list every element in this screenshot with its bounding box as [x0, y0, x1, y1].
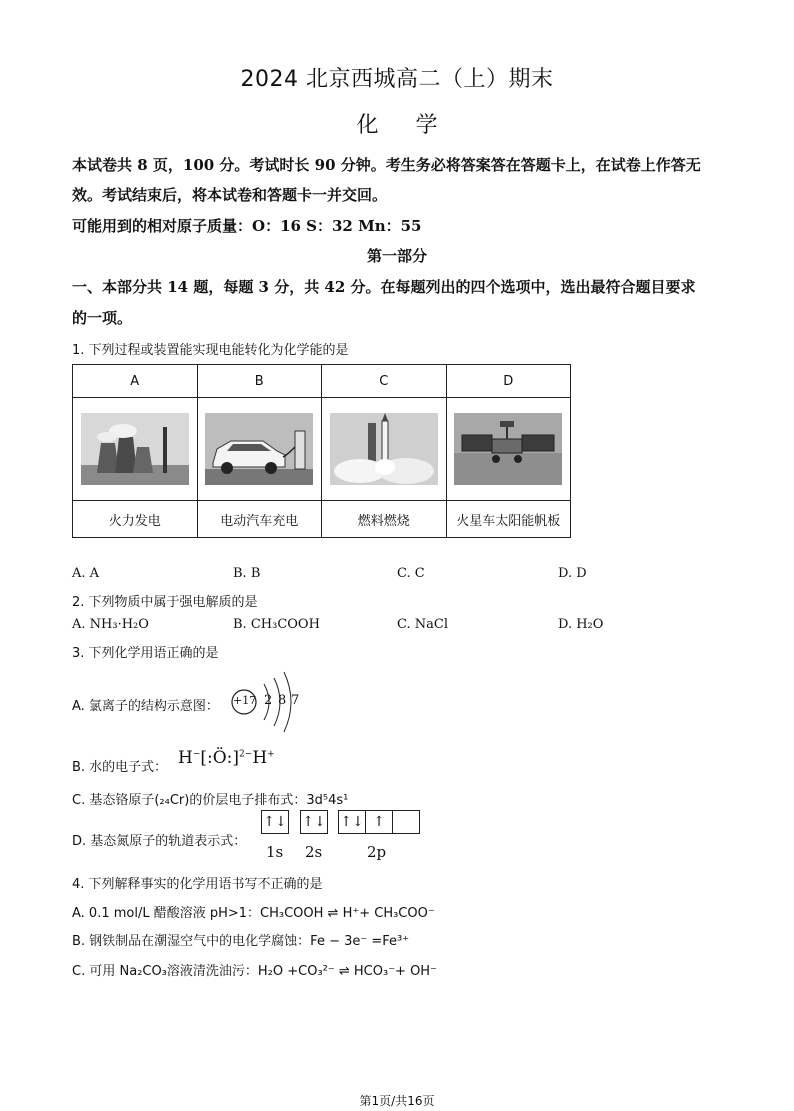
nucleus-charge: +17 — [233, 694, 257, 707]
exam-title: 2024 北京西城高二（上）期末 — [240, 67, 554, 92]
part-heading: 第一部分 — [366, 247, 427, 265]
q2-option-a[interactable]: A. NH₃·H₂O — [72, 617, 149, 632]
orbital-box-2p: ↑↓ ↑ — [338, 810, 420, 834]
q4-option-a[interactable]: A. 0.1 mol/L 醋酸溶液 pH>1：CH₃COOH ⇌ H⁺+ CH₃COO⁻ — [72, 906, 435, 921]
q1-option-table — [72, 364, 571, 538]
intro-line-2: 效。考试结束后，将本试卷和答题卡一并交回。 — [72, 186, 388, 204]
q1-caption-c: 燃料燃烧 — [322, 501, 447, 538]
shell-3-electrons: 7 — [291, 693, 300, 708]
orbital-label-2p: 2p — [367, 843, 387, 861]
rocket-launch-image — [330, 413, 438, 485]
orbital-label-2s: 2s — [305, 843, 323, 861]
q1-stem: 1. 下列过程或装置能实现电能转化为化学能的是 — [72, 343, 349, 358]
atomic-masses: 可能用到的相对原子质量：O：16 S：32 Mn：55 — [72, 217, 422, 235]
q1-header-a: A — [73, 365, 198, 398]
q1-option-b[interactable]: B. B — [233, 566, 261, 581]
intro-line-1: 本试卷共 8 页，100 分。考试时长 90 分钟。考生务必将答案答在答题卡上，在试卷上作答无 — [72, 156, 701, 174]
q3-option-c[interactable]: C. 基态铬原子(₂₄Cr)的价层电子排布式：3d⁵4s¹ — [72, 793, 349, 808]
q3-option-b-label[interactable]: B. 水的电子式： — [72, 760, 168, 775]
q4-option-b[interactable]: B. 钢铁制品在潮湿空气中的电化学腐蚀：Fe − 3e⁻ =Fe³⁺ — [72, 934, 410, 949]
water-electron-formula: H−[:Ö:]$^{2-}$H+ — [178, 748, 275, 768]
q3-stem: 3. 下列化学用语正确的是 — [72, 646, 219, 661]
electric-car-charging-image — [205, 413, 313, 485]
q1-header-d: D — [446, 365, 571, 398]
q1-header-b: B — [197, 365, 322, 398]
q3-option-a-label[interactable]: A. 氯离子的结构示意图： — [72, 699, 219, 714]
q1-option-a[interactable]: A. A — [72, 566, 100, 581]
orbital-box-2s: ↑↓ — [300, 810, 328, 834]
chloride-ion-structure-diagram — [230, 670, 310, 734]
q2-stem: 2. 下列物质中属于强电解质的是 — [72, 595, 258, 610]
q2-option-d[interactable]: D. H₂O — [558, 617, 604, 632]
shell-2-electrons: 8 — [278, 693, 287, 708]
q1-caption-a: 火力发电 — [73, 501, 198, 538]
mars-rover-image — [454, 413, 562, 485]
q1-caption-d: 火星车太阳能帆板 — [446, 501, 571, 538]
page-number: 第1页/共16页 — [359, 1094, 435, 1108]
shell-1-electrons: 2 — [264, 693, 273, 708]
q2-option-c[interactable]: C. NaCl — [397, 617, 448, 632]
q2-option-b[interactable]: B. CH₃COOH — [233, 617, 320, 632]
section-instructions-1: 一、本部分共 14 题，每题 3 分，共 42 分。在每题列出的四个选项中，选出最符合题目要求 — [72, 278, 696, 296]
orbital-label-1s: 1s — [266, 843, 284, 861]
q4-stem: 4. 下列解释事实的化学用语书写不正确的是 — [72, 877, 323, 892]
q1-caption-b: 电动汽车充电 — [197, 501, 322, 538]
q3-option-d-label[interactable]: D. 基态氮原子的轨道表示式： — [72, 834, 247, 849]
q1-option-d[interactable]: D. D — [558, 566, 587, 581]
q1-option-c[interactable]: C. C — [397, 566, 425, 581]
section-instructions-2: 的一项。 — [72, 309, 133, 327]
power-plant-image — [81, 413, 189, 485]
q1-header-c: C — [322, 365, 447, 398]
subject-title: 化 学 — [356, 113, 438, 138]
q4-option-c[interactable]: C. 可用 Na₂CO₃溶液清洗油污：H₂O +CO₃²⁻ ⇌ HCO₃⁻+ OH⁻ — [72, 964, 437, 979]
orbital-box-1s: ↑↓ — [261, 810, 289, 834]
